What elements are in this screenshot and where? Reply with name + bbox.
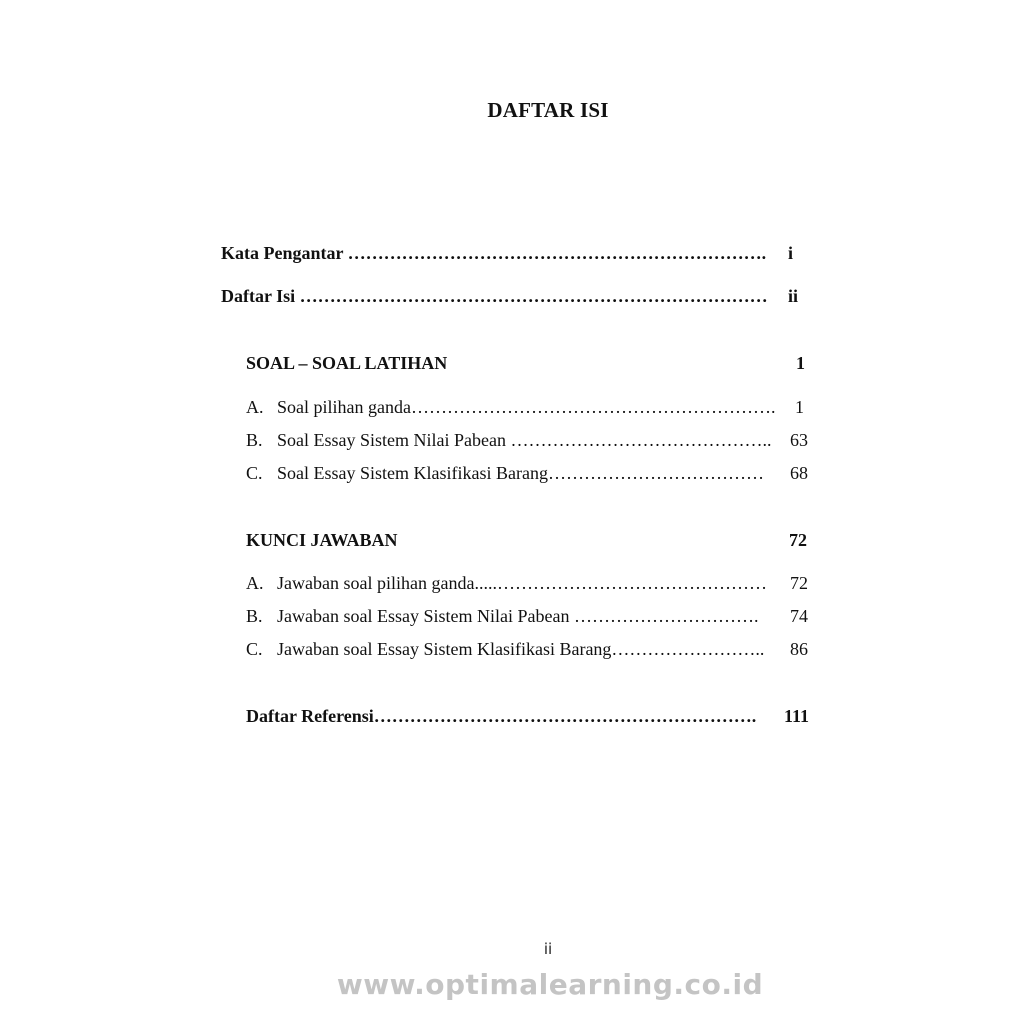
toc-entry-text: Daftar Isi ……………………………………………………………………	[221, 286, 768, 306]
toc-item-letter: A.	[246, 397, 264, 417]
toc-entry-daftar-referensi	[246, 704, 821, 728]
toc-item-letter: C.	[246, 463, 263, 483]
toc-item-page: 72	[790, 573, 808, 593]
toc-item-page: 1	[795, 397, 804, 417]
watermark: www.optimalearning.co.id	[336, 968, 764, 1001]
toc-item	[246, 604, 816, 628]
toc-item	[246, 571, 816, 595]
toc-item-text: Soal Essay Sistem Klasifikasi Barang………………………………	[277, 463, 764, 483]
toc-section-heading-soal	[246, 351, 816, 375]
toc-item-page: 63	[790, 430, 808, 450]
toc-item-letter: B.	[246, 430, 263, 450]
section-heading-page: 1	[796, 353, 805, 373]
toc-item-text: Soal Essay Sistem Nilai Pabean ……………………………………..	[277, 430, 772, 450]
toc-item-page: 74	[790, 606, 808, 626]
toc-entry-text: Daftar Referensi……………………………………………………….	[246, 706, 757, 726]
toc-item-page: 68	[790, 463, 808, 483]
toc-entry-kata-pengantar	[221, 241, 801, 265]
toc-item-letter: B.	[246, 606, 263, 626]
toc-item	[246, 637, 816, 661]
toc-entry-page: 111	[784, 706, 810, 726]
toc-item-text: Jawaban soal pilihan ganda.....………………………………………	[277, 573, 767, 593]
toc-entry-page: ii	[788, 286, 799, 306]
section-heading-text: SOAL – SOAL LATIHAN	[246, 353, 448, 373]
toc-item	[246, 395, 816, 419]
section-heading-page: 72	[789, 530, 807, 550]
toc-entry-page: i	[788, 243, 794, 263]
section-heading-text: KUNCI JAWABAN	[246, 530, 398, 550]
toc-item	[246, 428, 816, 452]
toc-entry-text: Kata Pengantar …………………………………………………………….	[221, 243, 767, 263]
toc-item-letter: C.	[246, 639, 263, 659]
toc-item	[246, 461, 816, 485]
page-number: ii	[543, 940, 553, 958]
toc-item-text: Soal pilihan ganda…………………………………………………….	[277, 397, 776, 417]
toc-item-text: Jawaban soal Essay Sistem Nilai Pabean ………………………….	[277, 606, 759, 626]
toc-entry-daftar-isi	[221, 284, 801, 308]
toc-item-page: 86	[790, 639, 808, 659]
toc-item-text: Jawaban soal Essay Sistem Klasifikasi Barang……………………..	[277, 639, 765, 659]
toc-section-heading-kunci	[246, 528, 816, 552]
page-title: DAFTAR ISI	[487, 98, 609, 122]
toc-item-letter: A.	[246, 573, 264, 593]
